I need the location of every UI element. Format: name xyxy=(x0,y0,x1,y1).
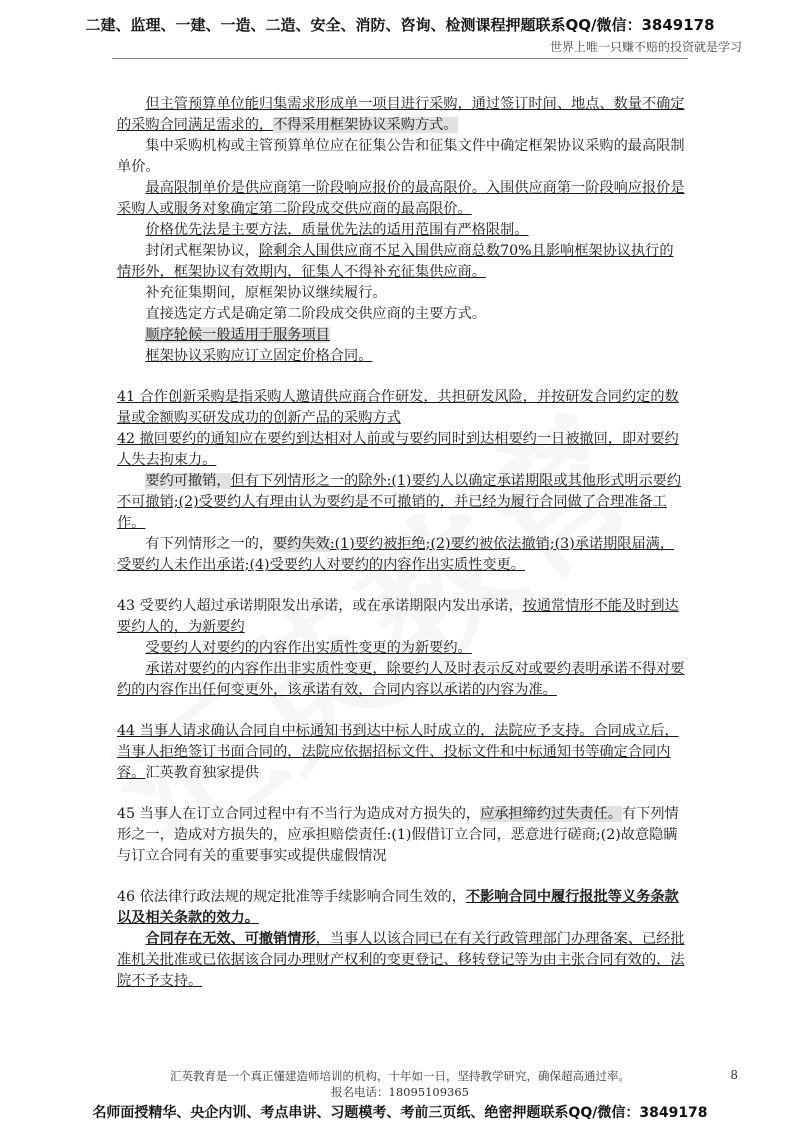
paragraph-new-offer: 受要约人对要约的内容作出实质性变更的为新要约。 xyxy=(145,640,472,656)
header-contact-line: 二建、监理、一建、一造、二造、安全、消防、咨询、检测课程押题联系QQ/微信：3849178 xyxy=(85,16,715,34)
paragraph-fixed-price: 框架协议采购应订立固定价格合同。 xyxy=(145,348,373,364)
paragraph-revocation: 要约可撤销，但有下列情形之一的除外:(1)要约人以确定承诺期限或其他形式明示要约不可撤销;(2)受要约人有理由认为要约是不可撤销的，并已经为履行合同做了合理准备工作。 xyxy=(117,473,682,531)
item-44: 44 当事人请求确认合同自中标通知书到达中标人时成立的，法院应予支持。合同成立后，当事人拒绝签订书面合同的，法院应依据招标文件、投标文件和中标通知书等确定合同内容。汇英教育独家提供 xyxy=(117,723,679,781)
paragraph-framework-restriction: 但主管预算单位能归集需求形成单一项目进行采购，通过签订时间、地点、数量不确定的采购合同满足需求的，不得采用框架协议采购方式。 xyxy=(117,96,685,133)
header-slogan: 世界上唯一只赚不赔的投资就是学习 xyxy=(549,40,742,54)
paragraph-direct-selection: 直接选定方式是确定第二阶段成交供应商的主要方式。 xyxy=(145,306,486,322)
item-46: 46 依法律行政法规的规定批准等手续影响合同生效的，不影响合同中履行报批等义务条款以及相关条款的效力。 xyxy=(117,889,679,926)
paragraph-closed-framework: 封闭式框架协议，除剩余人围供应商不足入围供应商总数70%且影响框架协议执行的情形外，框架协议有效期内，征集人不得补充征集供应商。 xyxy=(117,243,674,280)
item-43: 43 受要约人超过承诺期限发出承诺，或在承诺期限内发出承诺，按通常情形不能及时到达要约人的，为新要约 xyxy=(117,598,679,635)
page-number: 8 xyxy=(730,1068,738,1082)
footer-slogan: 汇英教育是一个真正懂建造师培训的机构，十年如一日，坚持教学研究，确保超高通过率。 xyxy=(170,1069,630,1083)
footer-contact-line: 名师面授精华、央企内训、考点串讲、习题模考、考前三页纸、绝密押题联系QQ/微信：3849178 xyxy=(92,1105,708,1121)
item-41: 41 合作创新采购是指采购人邀请供应商合作研发，共担研发风险，并按研发合同约定的数量或金额购买研发成功的创新产品的采购方式 xyxy=(117,389,679,426)
paragraph-price-priority: 价格优先法是主要方法，质量优先法的适用范围有严格限制。 xyxy=(145,222,529,238)
item-42: 42 撤回要约的通知应在要约到达相对人前或与要约同时到达相要约一日被撤回，即对要约人失去拘束力。 xyxy=(117,431,679,468)
item-45: 45 当事人在订立合同过程中有不当行为造成对方损失的，应承担缔约过失责任。有下列情形之一，造成对方损失的，应承担赔偿责任:(1)假借订立合同，恶意进行磋商;(2)故意隐瞒与订立合同有关的重要事实或提供虚假情况 xyxy=(117,806,679,864)
paragraph-invalid-contract: 合同存在无效、可撤销情形，当事人以该合同已在有关行政管理部门办理备案、已经批准机关批准或已依据该合同办理财产权利的变更登记、移转登记等为由主张合同有效的，法院不予支持。 xyxy=(117,931,685,989)
paragraph-rotation: 顺序轮候一般适用于服务项目 xyxy=(145,327,330,343)
paragraph-first-stage-price: 最高限制单价是供应商第一阶段响应报价的最高限价。入围供应商第一阶段响应报价是采购人或服务对象确定第二阶段成交供应商的最高限价。 xyxy=(117,180,685,217)
footer-phone: 报名电话：18095109365 xyxy=(331,1085,469,1099)
paragraph-offer-lapse: 有下列情形之一的，要约失效:(1)要约被拒绝;(2)要约被依法撤销;(3)承诺期限届满，受要约人未作出承诺;(4)受要约人对要约的内容作出实质性变更。 xyxy=(117,536,675,573)
paragraph-acceptance-change: 承诺对要约的内容作出非实质性变更，除要约人及时表示反对或要约表明承诺不得对要约的内容作出任何变更外，该承诺有效，合同内容以承诺的内容为准。 xyxy=(117,661,685,698)
header-divider xyxy=(112,58,688,59)
paragraph-max-price: 集中采购机构或主管预算单位应在征集公告和征集文件中确定框架协议采购的最高限制单价。 xyxy=(117,138,685,175)
footer-note xyxy=(0,1068,800,1100)
document-body xyxy=(117,94,687,992)
paragraph-supplement-period: 补充征集期间，原框架协议继续履行。 xyxy=(145,285,387,301)
